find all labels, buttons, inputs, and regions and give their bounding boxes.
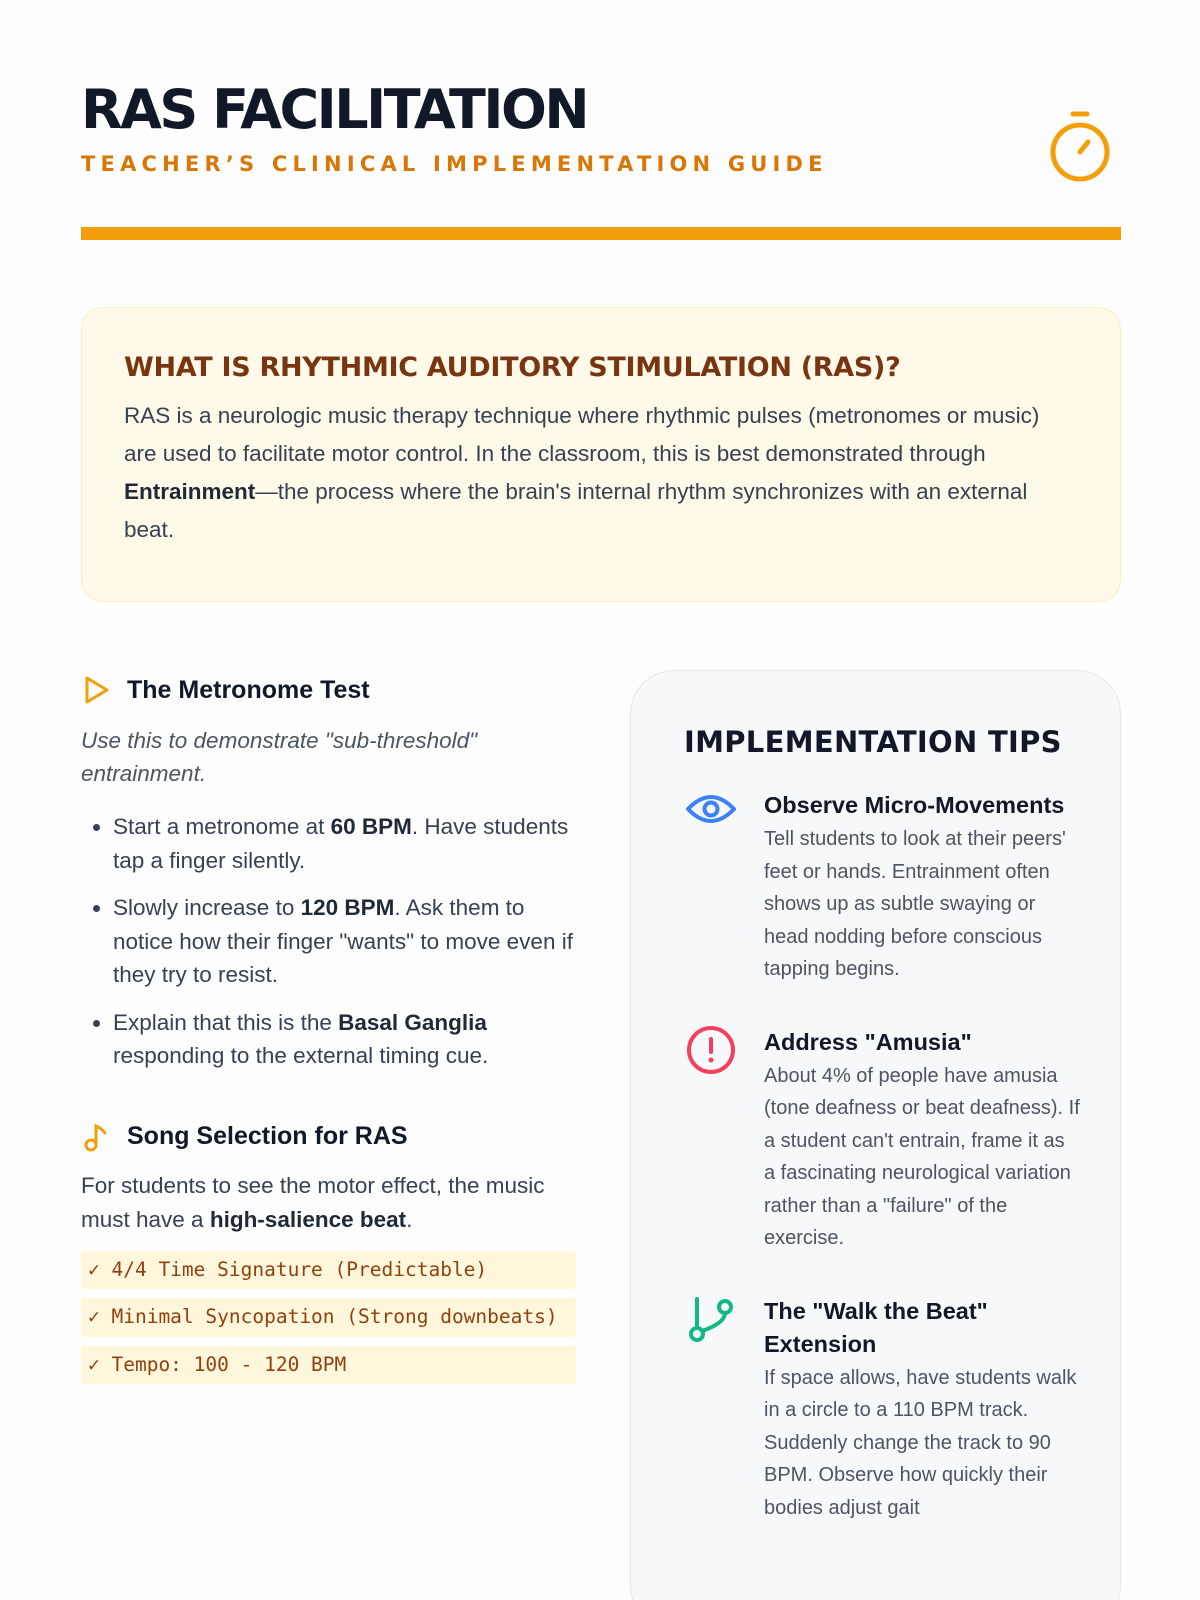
tip-title: Observe Micro-Movements: [764, 792, 1065, 818]
metronome-lead: Use this to demonstrate "sub-threshold" entrainment.: [81, 728, 478, 786]
intro-text: RAS is a neurologic music therapy technique where rhythmic pulses (metronomes or music) are used to facilitate motor control. In the classroom, this is best demonstrated through Entrainment—the process where the brain's internal rhythm synchronizes with an external beat.: [124, 403, 1040, 542]
tip-text: About 4% of people have amusia (tone deafness or beat deafness). If a student can't entrain, frame it as a fascinating neurological variation rather than a "failure" of the exercise.: [764, 1064, 1080, 1249]
tip-text: If space allows, have students walk in a circle to a 110 BPM track. Suddenly change the track to 90 BPM. Observe how quickly their bodies adjust gait: [764, 1366, 1077, 1519]
stopwatch-icon: [1047, 108, 1113, 184]
list-item: • Start a metronome at 60 BPM. Have students tap a finger silently.: [113, 810, 576, 877]
intro-heading: WHAT IS RHYTHMIC AUDITORY STIMULATION (RAS)?: [124, 352, 901, 383]
tip-text: Tell students to look at their peers' feet or hands. Entrainment often shows up as subtle swaying or head nodding before conscious tapping begins.: [764, 828, 1066, 980]
header-divider: [81, 227, 1121, 240]
songs-heading: Song Selection for RAS: [81, 1117, 576, 1157]
song-checklist: [81, 1251, 576, 1385]
music-note-icon: [81, 1122, 111, 1152]
tip-item: [684, 1026, 1080, 1255]
implementation-tips-panel: [630, 670, 1121, 1600]
tip-title: The "Walk the Beat" Extension: [764, 1297, 988, 1357]
tip-title: Address "Amusia": [764, 1028, 972, 1055]
intro-card: [81, 307, 1121, 602]
checklist-item: ✓ Minimal Syncopation (Strong downbeats): [81, 1298, 576, 1337]
tips-heading: IMPLEMENTATION TIPS: [684, 725, 1062, 759]
intro-emphasis: Entrainment: [124, 479, 256, 504]
checklist-item: ✓ 4/4 Time Signature (Predictable): [81, 1251, 576, 1290]
tip-item: [684, 1295, 1080, 1525]
page-header: [81, 78, 1121, 228]
list-item: • Slowly increase to 120 BPM. Ask them to notice how their finger "wants" to move even if they try to resist.: [113, 891, 576, 992]
page-subtitle: TEACHER’S CLINICAL IMPLEMENTATION GUIDE: [81, 152, 828, 176]
page-title: RAS FACILITATION: [81, 78, 588, 141]
tip-item: [684, 789, 1080, 986]
git-branch-icon: [684, 1293, 738, 1347]
metronome-steps: [81, 810, 576, 1073]
alert-circle-icon: [684, 1024, 738, 1078]
eye-icon: [684, 787, 738, 841]
checklist-item: ✓ Tempo: 100 - 120 BPM: [81, 1346, 576, 1385]
songs-lead: For students to see the motor effect, the music must have a high-salience beat.: [81, 1172, 545, 1232]
left-column: [81, 670, 576, 1393]
metronome-heading: The Metronome Test: [81, 670, 576, 710]
list-item: • Explain that this is the Basal Ganglia responding to the external timing cue.: [113, 1006, 576, 1073]
play-icon: [81, 675, 111, 705]
